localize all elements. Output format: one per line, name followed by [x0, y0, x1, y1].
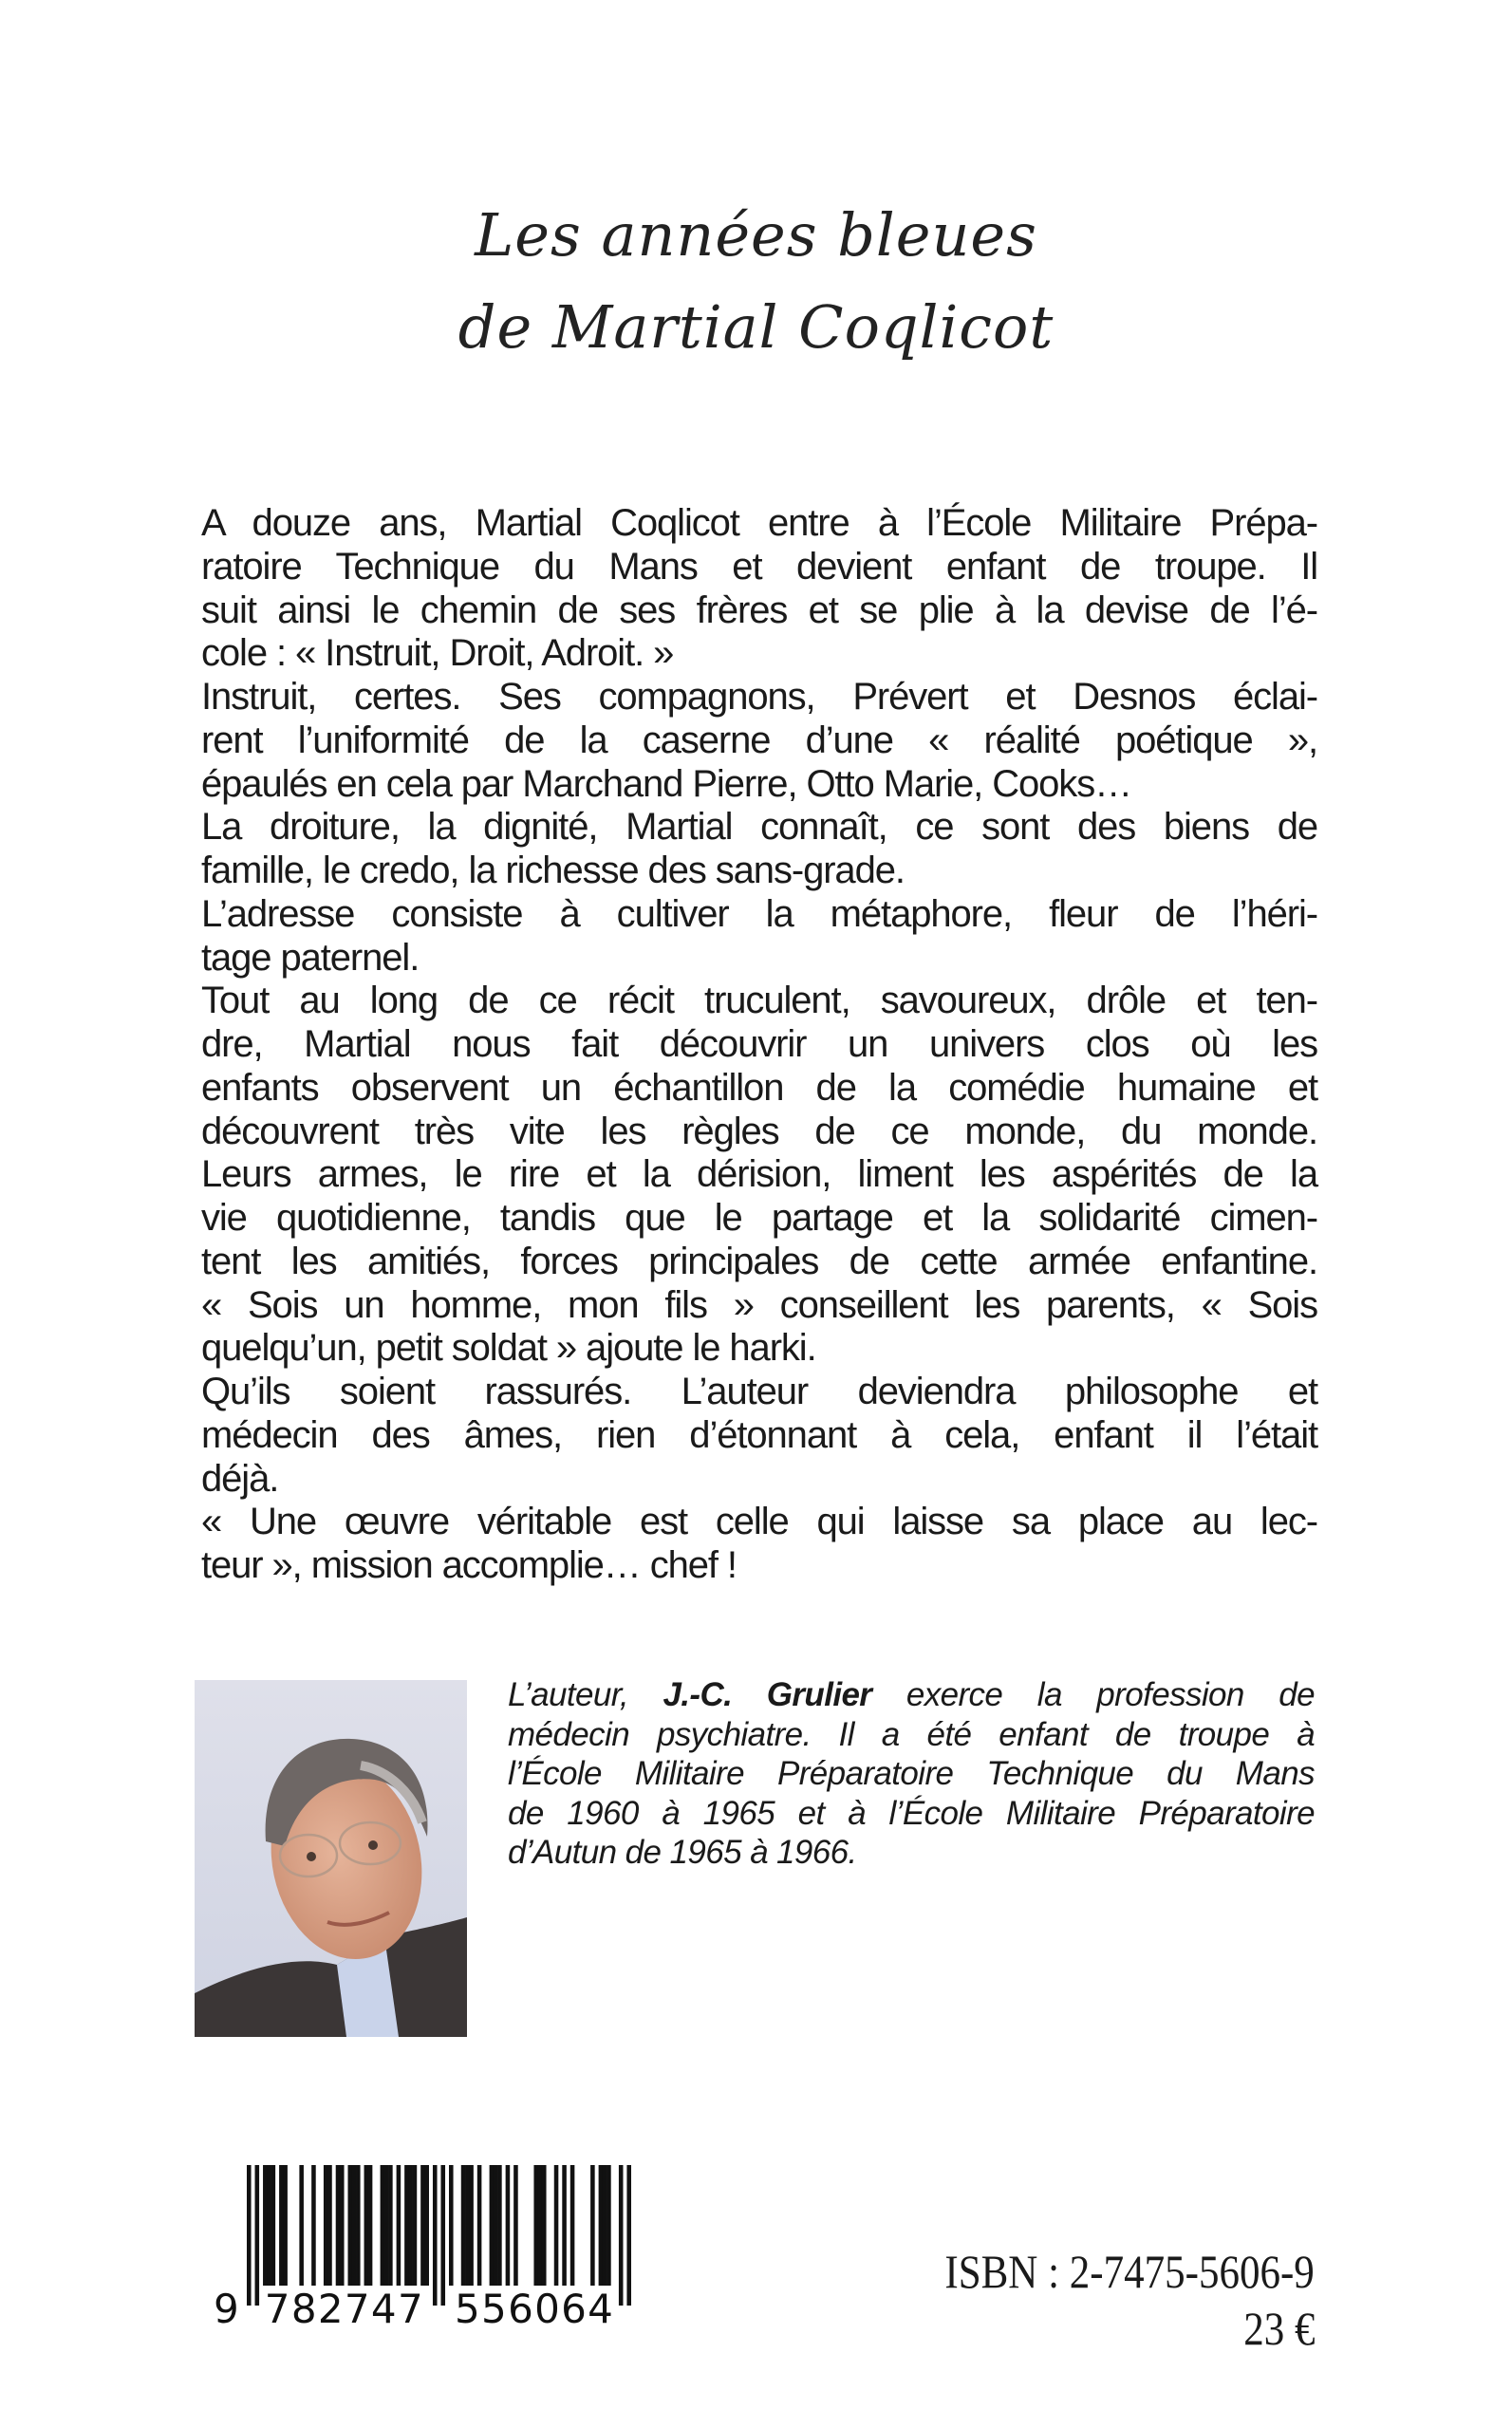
barcode-bar: [461, 2165, 466, 2286]
barcode-bar: [449, 2165, 454, 2286]
barcode-guard-bar: [619, 2165, 624, 2306]
price: 23 €: [1242, 2302, 1315, 2355]
bio-line: [508, 1675, 1315, 1715]
author-name: J.-C. Grulier: [663, 1676, 872, 1713]
barcode-bar: [368, 2165, 373, 2286]
barcode-bar: [279, 2165, 284, 2286]
barcode-bar: [603, 2165, 607, 2286]
isbn-number: ISBN : 2-7475-5606-9: [944, 2245, 1315, 2298]
barcode-bar: [263, 2165, 268, 2286]
barcode-guard-bar: [255, 2165, 260, 2306]
blurb-line: quelqu’un, petit soldat » ajoute le harki.: [201, 1327, 816, 1370]
blurb-line: teur », mission accomplie… chef !: [201, 1544, 737, 1586]
barcode-bar: [311, 2165, 316, 2286]
barcode-bar: [413, 2165, 418, 2286]
blurb-line: tage paternel.: [201, 936, 420, 979]
blurb-line: dre, Martial nous fait découvrir un univers clos où les: [201, 1023, 1317, 1065]
blurb-line: cole : « Instruit, Droit, Adroit. »: [201, 632, 674, 675]
bio-line: de 1960 à 1965 et à l’École Militaire Préparatoire: [508, 1794, 1315, 1832]
blurb-line: famille, le credo, la richesse des sans-grade.: [201, 850, 905, 891]
bio-text: L’auteur,: [508, 1676, 663, 1713]
author-bio: [508, 1675, 1315, 1873]
blurb-line: suit ainsi le chemin de ses frères et se plie à la devise de l’é-: [201, 588, 1317, 631]
blurb-line: vie quotidienne, tandis que le partage et la solidarité cimen-: [201, 1197, 1317, 1239]
bio-line: d’Autun de 1965 à 1966.: [508, 1834, 857, 1871]
barcode-bar: [364, 2165, 369, 2286]
barcode-bar: [590, 2165, 595, 2286]
barcode-first-digit: 9: [214, 2286, 239, 2332]
barcode-bar: [570, 2165, 575, 2286]
barcode-bar: [299, 2165, 304, 2286]
barcode-bar: [420, 2165, 425, 2286]
blurb-line: découvrent très vite les règles de ce monde, du monde.: [201, 1110, 1317, 1152]
barcode-bar: [424, 2165, 429, 2286]
back-cover-blurb: [201, 502, 1317, 1588]
barcode-bar: [497, 2165, 502, 2286]
blurb-line: Tout au long de ce récit truculent, savoureux, drôle et ten-: [201, 980, 1317, 1022]
barcode-bar: [356, 2165, 361, 2286]
bio-text: exerce la profession de: [871, 1676, 1316, 1713]
barcode-guard-bar: [440, 2165, 445, 2306]
barcode-right-digits: 556064: [455, 2286, 613, 2332]
blurb-line: « Une œuvre véritable est celle qui laisse sa place au lec-: [201, 1501, 1317, 1543]
ean13-barcode: [190, 2155, 636, 2344]
barcode-bar: [542, 2165, 547, 2286]
barcode-bar: [554, 2165, 559, 2286]
blurb-line: ratoire Technique du Mans et devient enfant de troupe. Il: [201, 545, 1317, 588]
blurb-line: A douze ans, Martial Coqlicot entre à l’École Militaire Prépa-: [201, 502, 1317, 544]
barcode-bar: [599, 2165, 604, 2286]
blurb-line: Leurs armes, le rire et la dérision, liment les aspérités de la: [201, 1153, 1317, 1196]
barcode-bar: [271, 2165, 276, 2286]
barcode-bar: [465, 2165, 470, 2286]
barcode-guard-bar: [247, 2165, 252, 2306]
barcode-bar: [477, 2165, 482, 2286]
blurb-line: L’adresse consiste à cultiver la métaphore, fleur de l’héri-: [201, 892, 1317, 935]
blurb-line: médecin des âmes, rien d’étonnant à cela, enfant il l’était: [201, 1413, 1317, 1456]
blurb-line: Instruit, certes. Ses compagnons, Prévert et Desnos éclai-: [201, 676, 1317, 718]
barcode-bar: [513, 2165, 518, 2286]
barcode-bar: [327, 2165, 332, 2286]
barcode-bar: [506, 2165, 511, 2286]
barcode-bar: [340, 2165, 345, 2286]
barcode-bar: [408, 2165, 413, 2286]
barcode-bar: [324, 2165, 328, 2286]
author-photo: [195, 1680, 467, 2037]
barcode-bar: [490, 2165, 495, 2286]
barcode-bar: [352, 2165, 357, 2286]
bio-line: médecin psychiatre. Il a été enfant de troupe à: [508, 1715, 1315, 1753]
barcode-bar: [384, 2165, 389, 2286]
blurb-line: tent les amitiés, forces principales de cette armée enfantine.: [201, 1240, 1317, 1282]
barcode-bar: [267, 2165, 271, 2286]
blurb-line: Qu’ils soient rassurés. L’auteur deviendra philosophe et: [201, 1371, 1317, 1412]
book-title-line-1: Les années bleues: [475, 200, 1037, 270]
book-title-line-2: de Martial Coqlicot: [457, 292, 1055, 362]
barcode-bar: [336, 2165, 341, 2286]
barcode-bar: [404, 2165, 409, 2286]
barcode-bar: [607, 2165, 611, 2286]
barcode-guard-bar: [433, 2165, 438, 2306]
barcode-guard-bar: [626, 2165, 631, 2306]
blurb-line: rent l’uniformité de la caserne d’une « réalité poétique »,: [201, 719, 1317, 761]
blurb-line: déjà.: [201, 1457, 279, 1500]
barcode-bar: [283, 2165, 288, 2286]
barcode-bar: [381, 2165, 385, 2286]
barcode-bar: [533, 2165, 538, 2286]
blurb-line: « Sois un homme, mon fils » conseillent les parents, « Sois: [201, 1283, 1317, 1326]
bio-line: l’École Militaire Préparatoire Technique du Mans: [508, 1755, 1315, 1792]
barcode-bar: [562, 2165, 567, 2286]
barcode-bar: [348, 2165, 353, 2286]
blurb-line: La droiture, la dignité, Martial connaît, ce sont des biens de: [201, 806, 1317, 849]
barcode-bar: [397, 2165, 401, 2286]
barcode-bar: [469, 2165, 474, 2286]
barcode-left-digits: 782747: [264, 2286, 423, 2332]
barcode-bar: [538, 2165, 543, 2286]
blurb-line: épaulés en cela par Marchand Pierre, Otto Marie, Cooks…: [201, 762, 1131, 805]
barcode-bar: [388, 2165, 393, 2286]
barcode-bar: [494, 2165, 498, 2286]
blurb-line: enfants observent un échantillon de la comédie humaine et: [201, 1066, 1317, 1109]
